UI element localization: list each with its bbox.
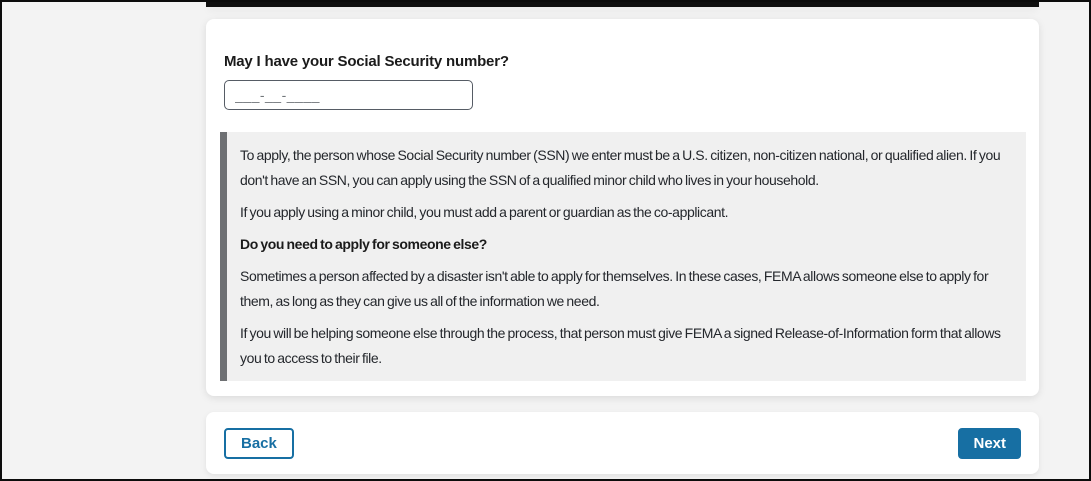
info-paragraph-release-of-information: If you will be helping someone else through the process, that person must give FEMA a signed Release-of-Information form that allows you to access to their file. bbox=[240, 325, 1001, 366]
info-paragraph-citizenship: To apply, the person whose Social Security number (SSN) we enter must be a U.S. citizen, non-citizen national, or qualified alien. If you don't have an SSN, you can apply using the SSN of a qualified minor child who lives in your household. bbox=[240, 147, 1001, 188]
next-button[interactable]: Next bbox=[958, 428, 1021, 459]
info-heading-apply-for-someone-else: Do you need to apply for someone else? bbox=[240, 236, 487, 252]
info-paragraph-apply-for-others: Sometimes a person affected by a disaster isn't able to apply for themselves. In these cases, FEMA allows someone else to apply for them, as long as they can give us all of the information we need. bbox=[240, 268, 989, 309]
ssn-question-label: May I have your Social Security number? bbox=[224, 53, 509, 70]
ssn-info-box bbox=[220, 132, 1026, 381]
navigation-footer bbox=[206, 412, 1039, 474]
ssn-input[interactable] bbox=[224, 80, 473, 110]
top-dark-strip bbox=[206, 2, 1039, 7]
back-button[interactable]: Back bbox=[224, 428, 294, 459]
ssn-question-card bbox=[206, 19, 1039, 396]
info-paragraph-minor-child: If you apply using a minor child, you must add a parent or guardian as the co-applicant. bbox=[240, 204, 729, 220]
